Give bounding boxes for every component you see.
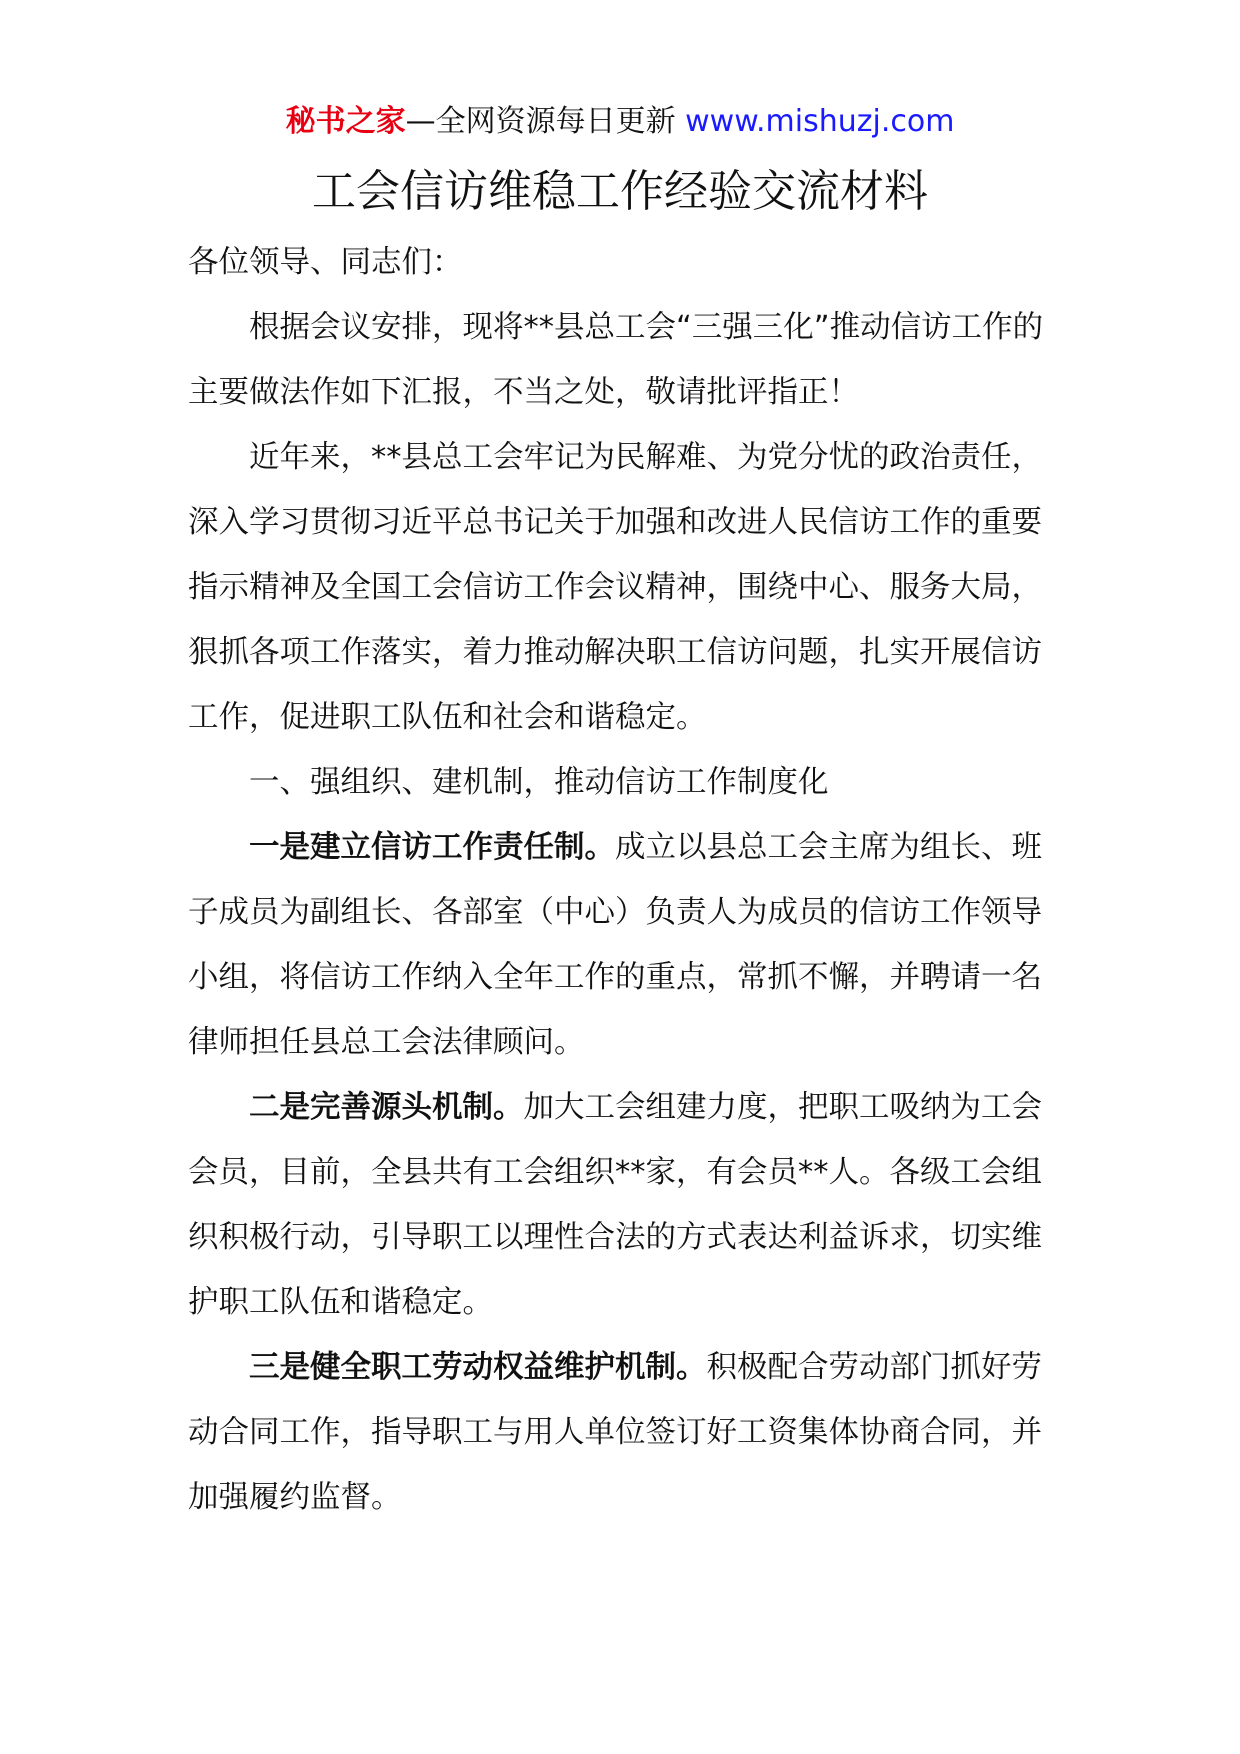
document-title: 工会信访维稳工作经验交流材料 <box>312 166 928 217</box>
site-url-link[interactable]: www.mishuzj.com <box>685 104 955 139</box>
section-heading: 一、强组织、建机制，推动信访工作制度化 <box>249 765 829 800</box>
item-lead: 一是建立信访工作责任制。 <box>249 830 615 865</box>
item-paragraph <box>188 1335 1064 1530</box>
item-text: 加大工会组建力度，把职工吸纳为工会会员，目前，全县共有工会组织**家，有会员**人。各级工会组织积极行动，引导职工以理性合法的方式表达利益诉求，切实维护职工队伍和谐稳定。 <box>188 1090 1042 1320</box>
brand-name: 秘书之家 <box>285 104 406 139</box>
header-slogan: —全网资源每日更新 <box>405 104 686 139</box>
item-paragraph <box>188 815 1064 1075</box>
item-text: 积极配合劳动部门抓好劳动合同工作，指导职工与用人单位签订好工资集体协商合同，并加强履约监督。 <box>188 1350 1042 1515</box>
item-lead: 三是健全职工劳动权益维护机制。 <box>249 1350 707 1385</box>
item-paragraph <box>188 1075 1064 1335</box>
salutation: 各位领导、同志们： <box>188 245 463 280</box>
item-text: 成立以县总工会主席为组长、班子成员为副组长、各部室（中心）负责人为成员的信访工作领导小组，将信访工作纳入全年工作的重点，常抓不懈，并聘请一名律师担任县总工会法律顾问。 <box>188 830 1042 1060</box>
document-body <box>188 230 1064 1530</box>
item-lead: 二是完善源头机制。 <box>249 1090 524 1125</box>
overview-paragraph: 近年来，**县总工会牢记为民解难、为党分忧的政治责任，深入学习贯彻习近平总书记关于加强和改进人民信访工作的重要指示精神及全国工会信访工作会议精神，围绕中心、服务大局，狠抓各项工作落实，着力推动解决职工信访问题，扎实开展信访工作，促进职工队伍和社会和谐稳定。 <box>188 440 1042 735</box>
site-header <box>0 100 1240 144</box>
intro-paragraph: 根据会议安排，现将**县总工会“三强三化”推动信访工作的主要做法作如下汇报，不当之处，敬请批评指正！ <box>188 310 1044 410</box>
